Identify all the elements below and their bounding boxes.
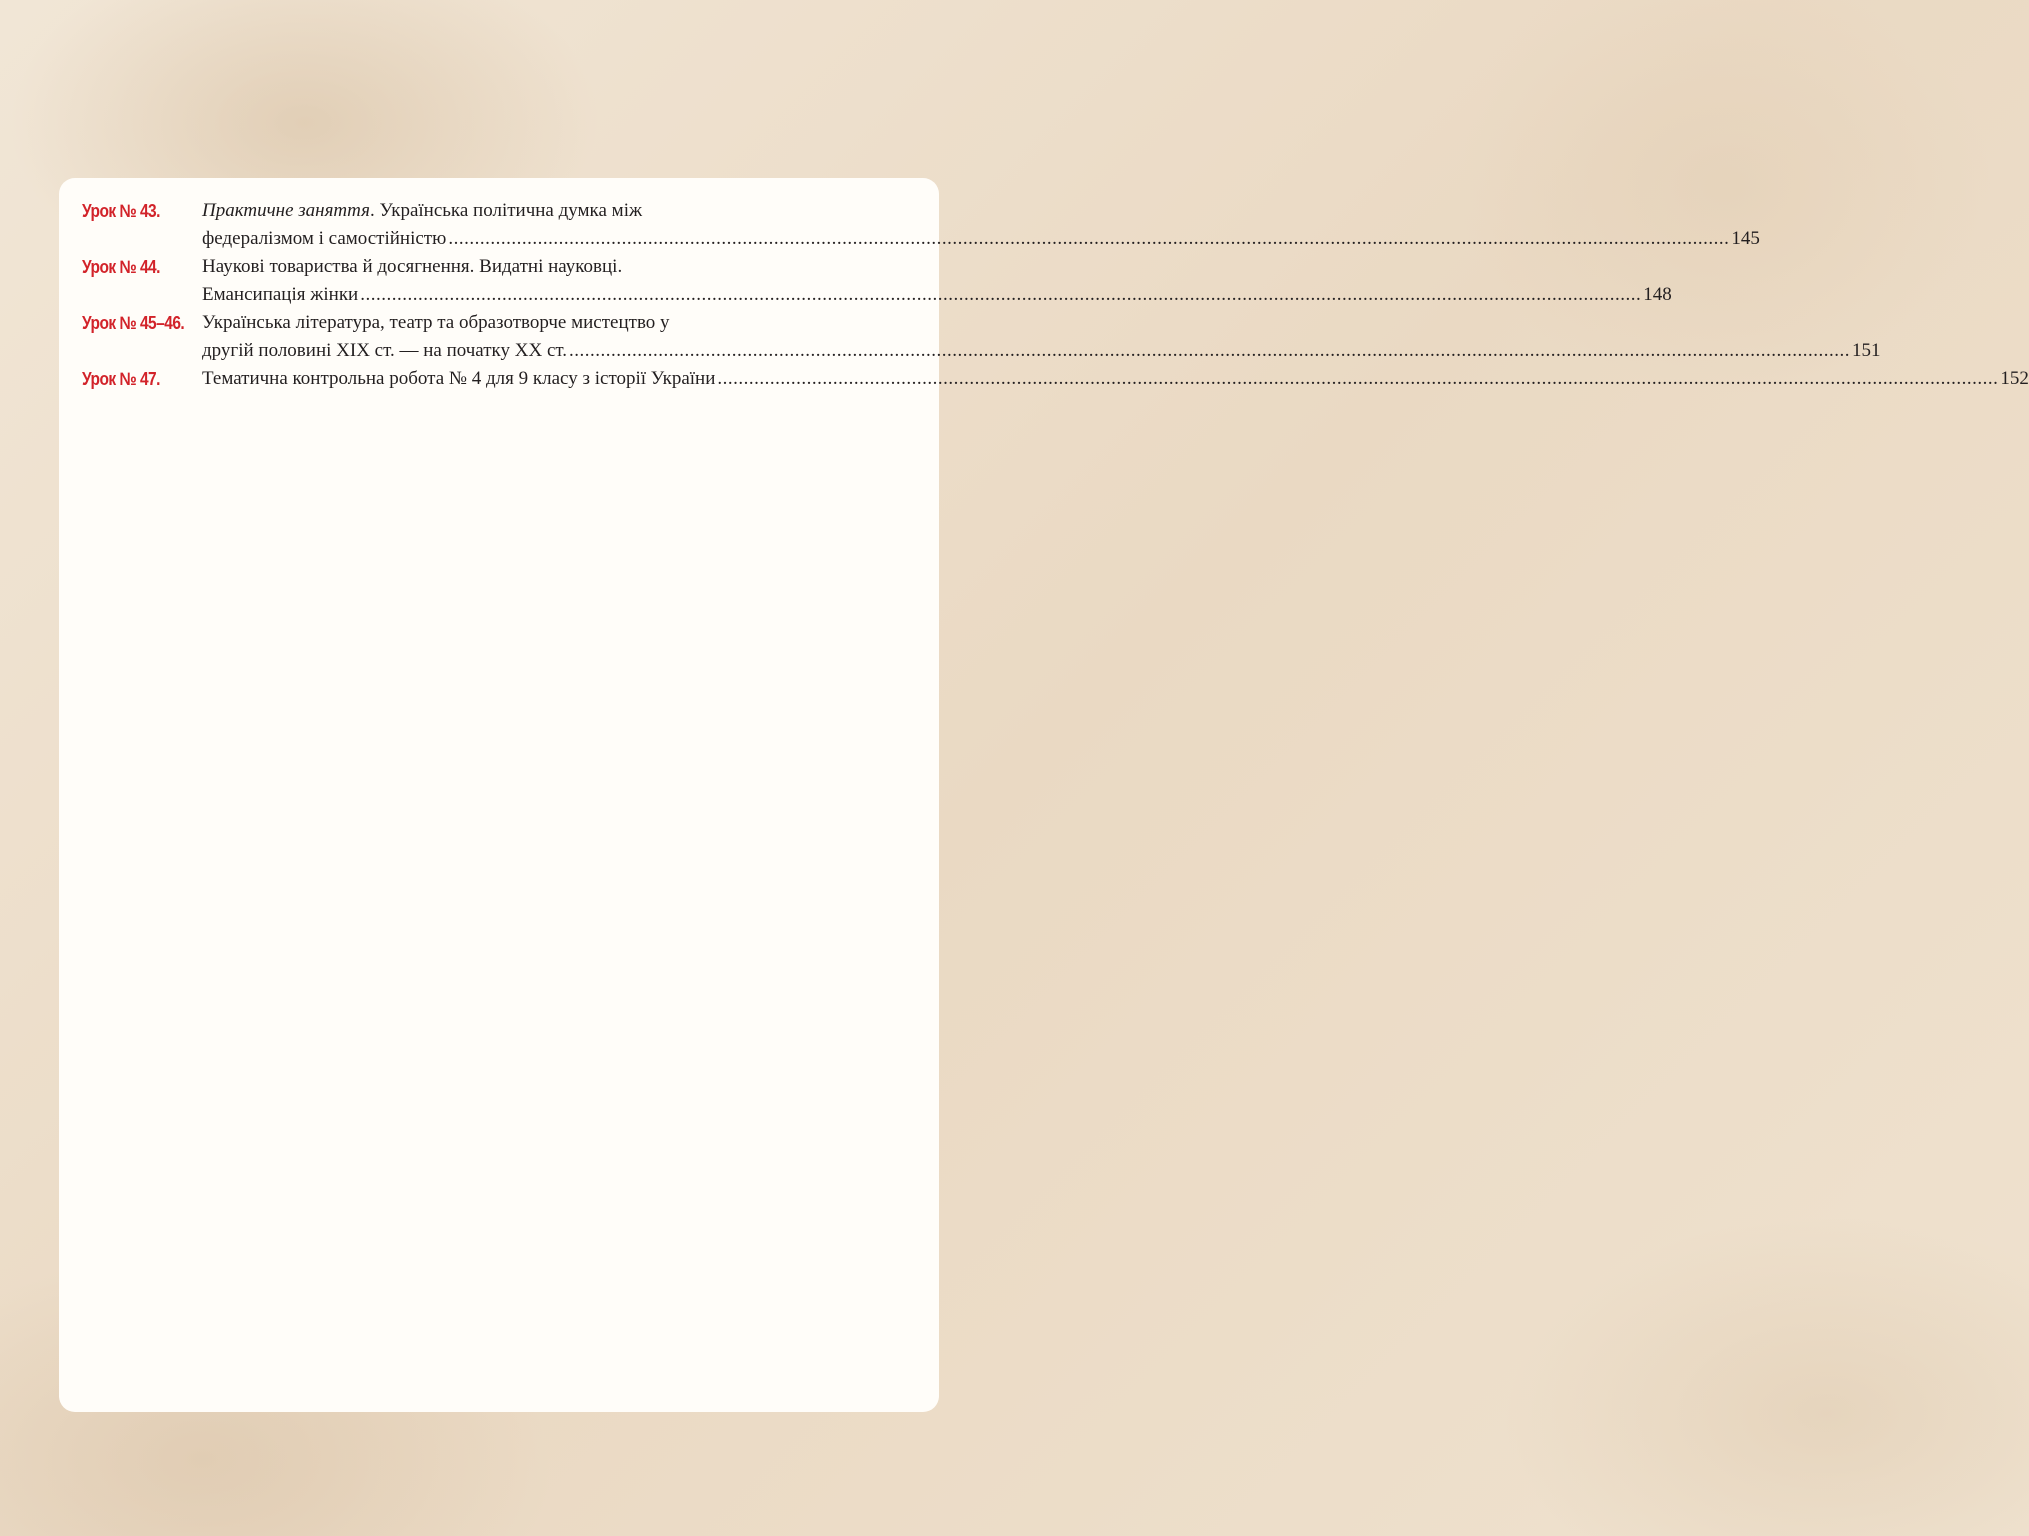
lesson-title-text: Емансипація жінки — [202, 284, 359, 305]
page-number: 145 — [1731, 228, 1760, 249]
lesson-title-text: Наукові товариства й досягнення. Видатні науковці. — [202, 256, 623, 277]
toc-entry-lesson-47[interactable] — [82, 365, 2029, 393]
lesson-title-text: . Українська політична думка між — [369, 200, 643, 221]
page-number: 148 — [1643, 284, 1672, 305]
lesson-number: Урок № 47. — [82, 369, 160, 389]
lesson-title-line — [202, 197, 1760, 225]
page-number: 152 — [2000, 368, 2029, 389]
lesson-number: Урок № 43. — [82, 201, 160, 221]
lesson-title-line — [202, 309, 1881, 337]
lesson-type-italic: Практичне заняття — [202, 200, 370, 221]
lesson-title — [202, 197, 1760, 253]
table-of-contents — [82, 197, 2029, 393]
dot-leader — [448, 225, 1729, 253]
lesson-title — [202, 253, 1672, 309]
lesson-title — [202, 309, 1881, 365]
toc-entry-lesson-43[interactable] — [82, 197, 1760, 253]
lesson-title-line-last — [202, 337, 1881, 365]
lesson-number: Урок № 45–46. — [82, 313, 185, 333]
dot-leader — [717, 365, 1998, 393]
lesson-title-text: другій половині XIX ст. — на початку XX ст. — [202, 340, 568, 361]
lesson-title — [202, 365, 2029, 393]
toc-entry-lesson-45-46[interactable] — [82, 309, 1881, 365]
lesson-title-line — [202, 253, 1672, 281]
dot-leader — [569, 337, 1850, 365]
toc-entry-lesson-44[interactable] — [82, 253, 1672, 309]
lesson-number: Урок № 44. — [82, 257, 160, 277]
lesson-title-line-last — [202, 281, 1672, 309]
lesson-title-line-last — [202, 225, 1760, 253]
lesson-title-text: федералізмом і самостійністю — [202, 228, 447, 249]
dot-leader — [360, 281, 1641, 309]
lesson-title-text: Українська література, театр та образотворче мистецтво у — [202, 312, 670, 333]
lesson-title-text: Тематична контрольна робота № 4 для 9 класу з історії України — [202, 368, 716, 389]
lesson-title-line-last — [202, 365, 2029, 393]
page-number: 151 — [1852, 340, 1881, 361]
